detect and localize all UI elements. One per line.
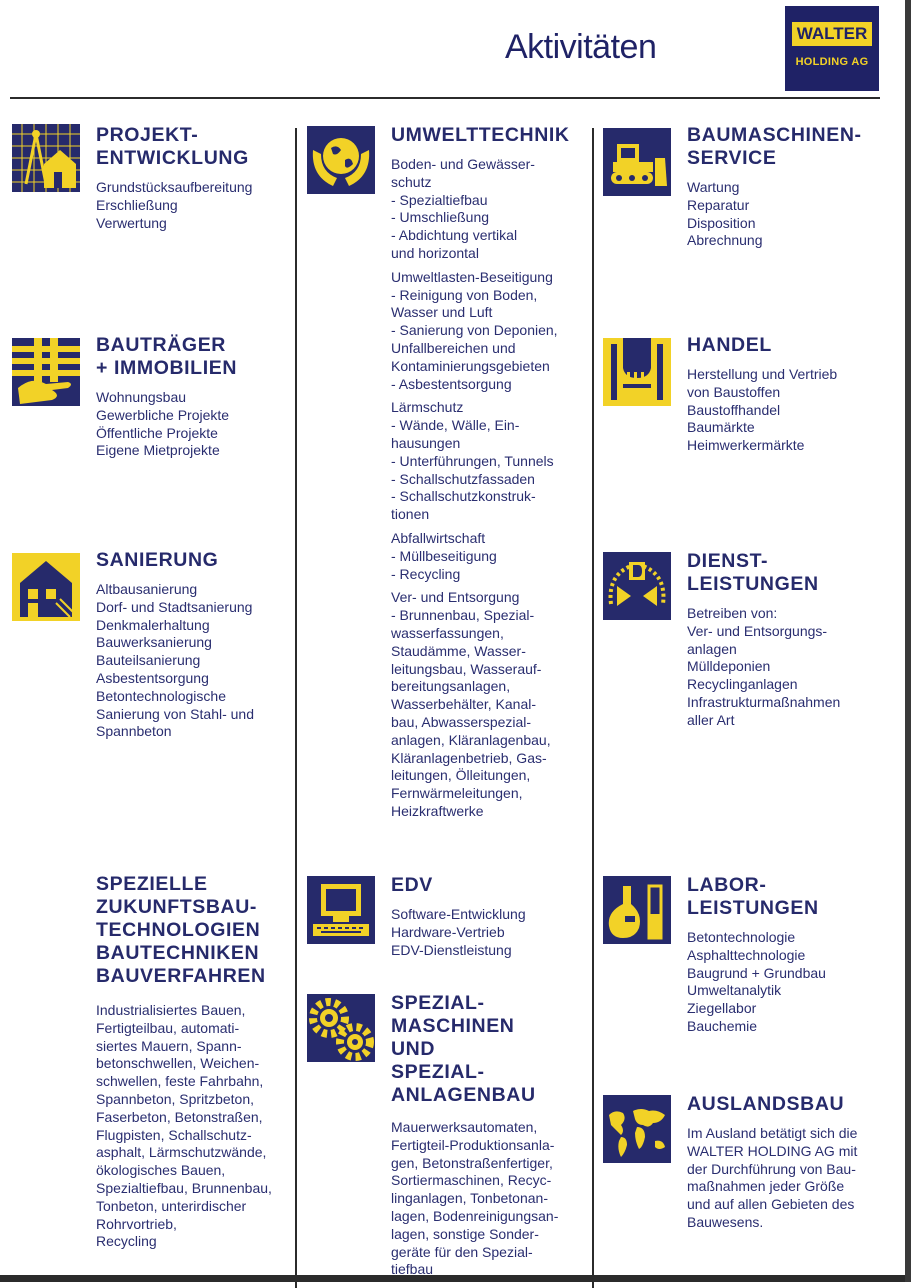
- body-line: Eigene Mietprojekte: [96, 442, 220, 459]
- section-body: [96, 581, 291, 741]
- section-heading: [96, 549, 291, 572]
- body-line: Industrialisiertes Bauen,: [96, 1002, 246, 1018]
- body-line: Betreiben von:: [687, 605, 778, 621]
- section-heading: [687, 124, 892, 170]
- body-line: Wartung: [687, 179, 740, 195]
- section-body: [687, 1125, 897, 1232]
- section-dienstleistungen: [687, 550, 892, 730]
- heading-line: LABOR-: [687, 874, 767, 896]
- body-line: Ver- und Entsorgung: [391, 589, 520, 606]
- body-line: Unfallbereichen und: [391, 339, 516, 356]
- body-line: Denkmalerhaltung: [96, 616, 210, 633]
- section-body: [687, 179, 892, 250]
- body-line: Disposition: [687, 214, 756, 231]
- body-line: Fertigteil-Produktionsanla-: [391, 1136, 555, 1153]
- body-line: gen, Betonstraßenfertiger,: [391, 1154, 553, 1171]
- section-heading: [96, 124, 291, 170]
- heading-line: EDV: [391, 874, 433, 896]
- body-line: lagen, sonstige Sonder-: [391, 1225, 539, 1242]
- body-line: Bauwesens.: [687, 1213, 764, 1230]
- section-handel: [687, 334, 892, 455]
- right-edge: [905, 0, 911, 1282]
- body-line: Asphalttechnologie: [687, 946, 806, 963]
- body-line: Sortiermaschinen, Recyc-: [391, 1172, 552, 1189]
- heading-line: ANLAGENBAU: [391, 1084, 536, 1106]
- section-spezielle-technologien: [96, 873, 291, 1251]
- body-line: Fernwärmeleitungen,: [391, 785, 523, 802]
- section-body: [96, 1002, 291, 1251]
- heading-line: BAUTRÄGER: [96, 334, 226, 356]
- body-line: Mauerwerksautomaten,: [391, 1119, 538, 1135]
- body-line: Betontechnologie: [687, 929, 796, 945]
- body-line: Bauwerksanierung: [96, 634, 212, 651]
- body-line: Bauchemie: [687, 1017, 758, 1034]
- body-line: Dorf- und Stadtsanierung: [96, 598, 253, 615]
- body-line: tiefbau: [391, 1261, 434, 1278]
- body-line: bau, Abwasserspezial-: [391, 713, 532, 730]
- body-line: - Asbestentsorgung: [391, 375, 512, 392]
- body-line: lagen, Bodenreinigungsan-: [391, 1207, 559, 1224]
- body-line: Kläranlagenbetrieb, Gas-: [391, 749, 547, 766]
- section-body: [391, 1119, 591, 1279]
- body-line: leitungsbau, Wasserauf-: [391, 660, 542, 677]
- section-heading: [391, 992, 591, 1107]
- section-body: [96, 389, 291, 460]
- section-heading: [391, 874, 591, 897]
- body-line: Wasser und Luft: [391, 304, 493, 321]
- section-heading: [391, 124, 591, 147]
- section-heading: [96, 873, 291, 988]
- heading-line: BAUMASCHINEN-: [687, 124, 862, 146]
- body-line: Fertigteilbau, automati-: [96, 1019, 240, 1036]
- heading-line: MASCHINEN: [391, 1015, 515, 1037]
- body-line: und horizontal: [391, 244, 479, 261]
- body-line: Grundstücksaufbereitung: [96, 179, 253, 195]
- body-line: Baugrund + Grundbau: [687, 964, 826, 981]
- section-projektentwicklung: [96, 124, 291, 232]
- body-line: Abrechnung: [687, 232, 763, 249]
- body-line: Recycling: [96, 1233, 157, 1250]
- body-line: Erschließung: [96, 196, 178, 213]
- house-blueprint-icon: [12, 124, 80, 192]
- section-body: [687, 366, 892, 455]
- body-line: Heimwerkermärkte: [687, 437, 805, 454]
- body-line: - Schallschutzfassaden: [391, 470, 535, 487]
- body-line: asphalt, Lärmschutzwände,: [96, 1144, 267, 1161]
- section-sanierung: [96, 549, 291, 741]
- section-body: [687, 605, 892, 730]
- body-line: ökologisches Bauen,: [96, 1162, 226, 1179]
- service-d-icon: [603, 552, 671, 620]
- section-heading: [687, 550, 892, 596]
- body-line: hausungen: [391, 434, 461, 451]
- section-umwelttechnik: [391, 124, 591, 821]
- body-line: Sanierung von Stahl- und: [96, 705, 254, 722]
- body-line: Heizkraftwerke: [391, 802, 484, 819]
- body-line: - Wände, Wälle, Ein-: [391, 417, 520, 434]
- section-body: [391, 906, 591, 959]
- section-heading: [96, 334, 291, 380]
- body-line: Herstellung und Vertrieb: [687, 366, 838, 382]
- body-line: Spannbeton, Spritzbeton,: [96, 1090, 255, 1107]
- body-line: Boden- und Gewässer-: [391, 156, 535, 172]
- column-divider-1: [295, 128, 297, 1288]
- body-line: - Recycling: [391, 565, 461, 582]
- body-line: Mülldeponien: [687, 658, 771, 675]
- section-body: [687, 929, 892, 1036]
- body-line: Im Ausland betätigt sich die: [687, 1125, 858, 1141]
- body-line: schwellen, feste Fahrbahn,: [96, 1073, 264, 1090]
- body-line: wasserfassungen,: [391, 624, 504, 641]
- body-line: Wohnungsbau: [96, 389, 187, 405]
- heading-line: BAUVERFAHREN: [96, 965, 266, 987]
- body-line: Infrastrukturmaßnahmen: [687, 693, 841, 710]
- body-line: Verwertung: [96, 214, 167, 231]
- section-body: [96, 179, 291, 232]
- section-heading: [687, 1093, 897, 1116]
- logo-wordmark: WALTER: [792, 22, 872, 46]
- body-line: Hardware-Vertrieb: [391, 923, 505, 940]
- body-line: bereitungsanlagen,: [391, 678, 511, 695]
- body-line: tionen: [391, 506, 430, 523]
- page-title: Aktivitäten: [505, 28, 657, 66]
- body-line: Reparatur: [687, 196, 750, 213]
- heading-line: + IMMOBILIEN: [96, 357, 237, 379]
- heading-line: HANDEL: [687, 334, 772, 356]
- bulldozer-icon: [603, 128, 671, 196]
- body-line: Umweltlasten-Beseitigung: [391, 268, 553, 285]
- body-line: schutz: [391, 173, 432, 190]
- body-line: leitungen, Ölleitungen,: [391, 767, 531, 784]
- body-line: aller Art: [687, 711, 735, 728]
- body-line: - Umschließung: [391, 209, 490, 226]
- heading-line: AUSLANDSBAU: [687, 1093, 845, 1115]
- body-line: - Spezialtiefbau: [391, 191, 488, 208]
- body-line: Baustoffhandel: [687, 401, 781, 418]
- globe-in-hands-icon: [307, 126, 375, 194]
- gears-icon: [307, 994, 375, 1062]
- heading-line: TECHNOLOGIEN: [96, 919, 261, 941]
- renovation-house-icon: [12, 553, 80, 621]
- heading-line: ENTWICKLUNG: [96, 147, 249, 169]
- lab-flask-icon: [603, 876, 671, 944]
- logo-subline: HOLDING AG: [795, 56, 869, 68]
- body-line: Tonbeton, unterirdischer: [96, 1197, 247, 1214]
- body-line: Faserbeton, Betonstraßen,: [96, 1108, 263, 1125]
- section-heading: [687, 874, 892, 920]
- body-line: Rohrvortrieb,: [96, 1215, 177, 1232]
- body-line: - Abdichtung vertikal: [391, 227, 518, 244]
- body-line: Software-Entwicklung: [391, 906, 526, 922]
- heading-line: ZUKUNFTSBAU-: [96, 896, 258, 918]
- body-line: Öffentliche Projekte: [96, 424, 218, 441]
- body-line: Asbestentsorgung: [96, 669, 209, 686]
- body-line: Spezialtiefbau, Brunnenbau,: [96, 1179, 272, 1196]
- header-rule: [10, 97, 880, 99]
- body-line: - Brunnenbau, Spezial-: [391, 607, 535, 624]
- computer-icon: [307, 876, 375, 944]
- body-line: Ver- und Entsorgungs-: [687, 622, 828, 639]
- hand-with-building-icon: [12, 338, 80, 406]
- body-line: Bauteilsanierung: [96, 652, 201, 669]
- body-line: und auf allen Gebieten des: [687, 1196, 855, 1213]
- heading-line: LEISTUNGEN: [687, 573, 819, 595]
- section-body: [391, 156, 591, 821]
- body-line: Lärmschutz: [391, 399, 464, 416]
- body-line: Betontechnologische: [96, 687, 226, 704]
- body-line: anlagen: [687, 640, 737, 657]
- body-line: linganlagen, Tonbetonan-: [391, 1190, 548, 1207]
- body-line: Gewerbliche Projekte: [96, 406, 230, 423]
- heading-line: SPEZIAL-: [391, 1061, 485, 1083]
- body-line: von Baustoffen: [687, 383, 781, 400]
- heading-line: DIENST-: [687, 550, 769, 572]
- body-line: Kontaminierungsgebieten: [391, 357, 550, 374]
- body-line: geräte für den Spezial-: [391, 1243, 533, 1260]
- heading-line: PROJEKT-: [96, 124, 199, 146]
- section-bautraeger: [96, 334, 291, 460]
- body-line: anlagen, Kläranlagenbau,: [391, 731, 551, 748]
- heading-line: SPEZIELLE: [96, 873, 208, 895]
- heading-line: SANIERUNG: [96, 549, 219, 571]
- column-divider-2: [592, 128, 594, 1288]
- section-edv: [391, 874, 591, 959]
- body-line: - Sanierung von Deponien,: [391, 322, 558, 339]
- walter-logo: [785, 6, 879, 91]
- body-line: Altbausanierung: [96, 581, 198, 597]
- heading-line: BAUTECHNIKEN: [96, 942, 260, 964]
- body-line: - Schallschutzkonstruk-: [391, 488, 536, 505]
- body-line: Baumärkte: [687, 419, 755, 436]
- body-line: der Durchführung von Bau-: [687, 1160, 856, 1177]
- section-heading: [687, 334, 892, 357]
- section-spezialmaschinen: [391, 992, 591, 1279]
- body-line: - Müllbeseitigung: [391, 547, 497, 564]
- body-line: Recyclinganlagen: [687, 676, 798, 693]
- heading-line: UMWELTTECHNIK: [391, 124, 570, 146]
- section-laborleistungen: [687, 874, 892, 1036]
- world-map-icon: [603, 1095, 671, 1163]
- section-baumaschinen-service: [687, 124, 892, 250]
- body-line: maßnahmen jeder Größe: [687, 1178, 845, 1195]
- body-line: Ziegellabor: [687, 1000, 757, 1017]
- body-line: siertes Mauern, Spann-: [96, 1037, 242, 1054]
- body-line: Abfallwirtschaft: [391, 529, 486, 546]
- body-line: Staudämme, Wasser-: [391, 642, 526, 659]
- heading-line: SERVICE: [687, 147, 777, 169]
- body-line: - Reinigung von Boden,: [391, 286, 538, 303]
- heading-line: SPEZIAL-: [391, 992, 485, 1014]
- hand-with-goods-icon: [603, 338, 671, 406]
- body-line: betonschwellen, Weichen-: [96, 1055, 260, 1072]
- body-line: Wasserbehälter, Kanal-: [391, 696, 536, 713]
- heading-line: LEISTUNGEN: [687, 897, 819, 919]
- body-line: Flugpisten, Schallschutz-: [96, 1126, 252, 1143]
- body-line: EDV-Dienstleistung: [391, 941, 512, 958]
- heading-line: UND: [391, 1038, 436, 1060]
- section-auslandsbau: [687, 1093, 897, 1232]
- body-line: WALTER HOLDING AG mit: [687, 1142, 858, 1159]
- body-line: Spannbeton: [96, 723, 172, 740]
- body-line: Umweltanalytik: [687, 982, 782, 999]
- body-line: - Unterführungen, Tunnels: [391, 452, 554, 469]
